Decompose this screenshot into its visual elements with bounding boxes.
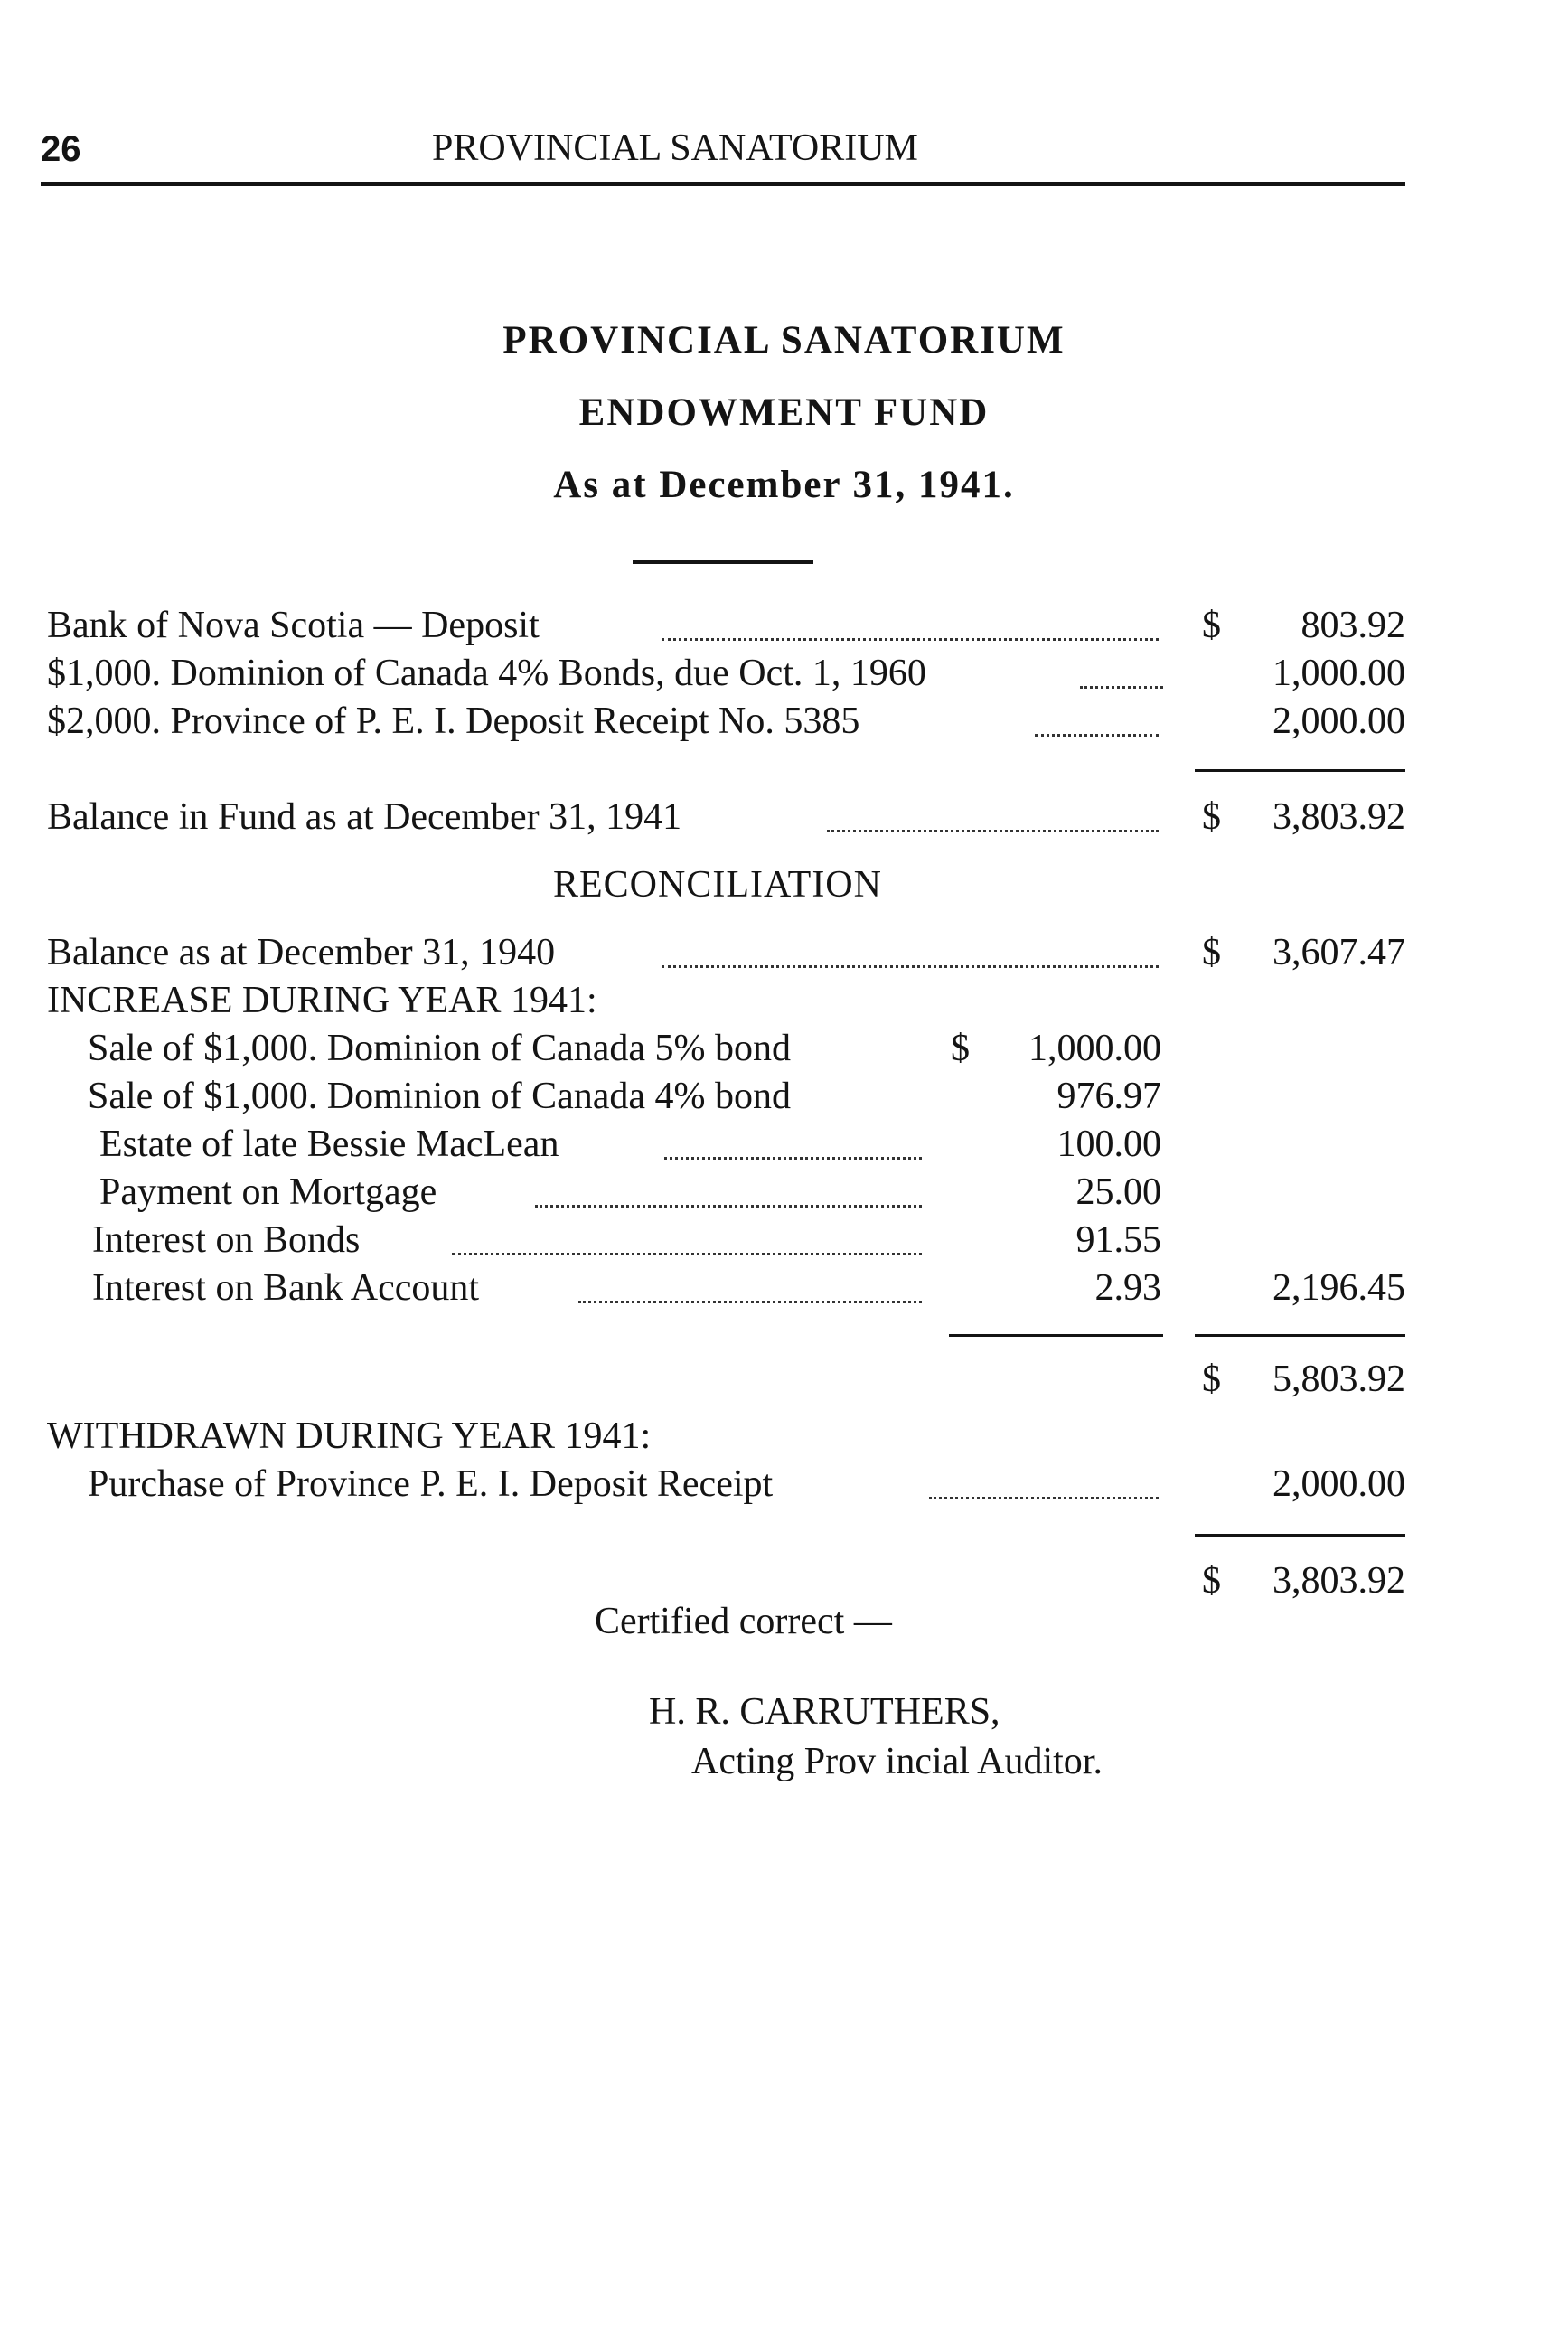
currency-sign: $ xyxy=(1202,796,1221,838)
title-line-3: As at December 31, 1941. xyxy=(553,464,1015,506)
increase-label: Estate of late Bessie MacLean xyxy=(99,1123,559,1165)
currency-sign: $ xyxy=(951,1028,970,1069)
increase-amount: 25.00 xyxy=(1075,1171,1161,1213)
auditor-title: Acting Prov incial Auditor. xyxy=(691,1741,1103,1782)
sum-rule xyxy=(1195,1534,1405,1537)
certification-text: Certified correct — xyxy=(595,1601,892,1642)
increase-heading: INCREASE DURING YEAR 1941: xyxy=(47,980,597,1021)
reconciliation-heading: RECONCILIATION xyxy=(553,864,882,906)
holding-amount: 1,000.00 xyxy=(1272,653,1405,694)
title-rule xyxy=(633,560,813,564)
header-rule xyxy=(41,182,1405,186)
holding-label: $2,000. Province of P. E. I. Deposit Receipt No. 5385 xyxy=(47,700,860,742)
title-line-1: PROVINCIAL SANATORIUM xyxy=(502,319,1066,362)
leader-dots xyxy=(1080,686,1163,689)
increase-label: Interest on Bank Account xyxy=(92,1267,480,1309)
leader-dots xyxy=(452,1253,922,1255)
currency-sign: $ xyxy=(1202,605,1221,646)
sum-rule xyxy=(949,1334,1163,1337)
leader-dots xyxy=(535,1205,922,1208)
holding-label: Bank of Nova Scotia — Deposit xyxy=(47,605,540,646)
increase-label: Sale of $1,000. Dominion of Canada 5% bond xyxy=(88,1028,792,1069)
sum-rule xyxy=(1195,769,1405,772)
running-head: PROVINCIAL SANATORIUM xyxy=(432,127,918,169)
increase-amount: 976.97 xyxy=(1056,1076,1161,1117)
balance-amount: 3,803.92 xyxy=(1272,796,1405,838)
subtotal-amount: 5,803.92 xyxy=(1272,1358,1405,1400)
currency-sign: $ xyxy=(1202,1358,1221,1400)
final-balance-amount: 3,803.92 xyxy=(1272,1560,1405,1602)
opening-balance-label: Balance as at December 31, 1940 xyxy=(47,932,556,973)
withdrawn-label: Purchase of Province P. E. I. Deposit Receipt xyxy=(88,1463,774,1505)
increase-amount: 1,000.00 xyxy=(1028,1028,1161,1069)
opening-balance-amount: 3,607.47 xyxy=(1272,932,1405,973)
leader-dots xyxy=(1035,734,1159,737)
increase-amount: 100.00 xyxy=(1056,1123,1161,1165)
increase-total-amount: 2,196.45 xyxy=(1272,1267,1405,1309)
balance-label: Balance in Fund as at December 31, 1941 xyxy=(47,796,682,838)
currency-sign: $ xyxy=(1202,932,1221,973)
withdrawn-heading: WITHDRAWN DURING YEAR 1941: xyxy=(47,1415,652,1457)
holding-amount: 2,000.00 xyxy=(1272,700,1405,742)
auditor-name: H. R. CARRUTHERS, xyxy=(649,1691,1000,1733)
withdrawn-amount: 2,000.00 xyxy=(1272,1463,1405,1505)
currency-sign: $ xyxy=(1202,1560,1221,1602)
sum-rule xyxy=(1195,1334,1405,1337)
increase-label: Sale of $1,000. Dominion of Canada 4% bond xyxy=(88,1076,792,1117)
increase-label: Payment on Mortgage xyxy=(99,1171,437,1213)
increase-label: Interest on Bonds xyxy=(92,1219,361,1261)
holding-label: $1,000. Dominion of Canada 4% Bonds, due Oct. 1, 1960 xyxy=(47,653,926,694)
holding-amount: 803.92 xyxy=(1300,605,1405,646)
title-line-2: ENDOWMENT FUND xyxy=(578,391,990,434)
leader-dots xyxy=(662,965,1159,968)
leader-dots xyxy=(827,830,1159,832)
increase-amount: 91.55 xyxy=(1075,1219,1161,1261)
leader-dots xyxy=(662,638,1159,641)
leader-dots xyxy=(578,1301,922,1303)
leader-dots xyxy=(664,1157,922,1160)
leader-dots xyxy=(929,1497,1159,1499)
increase-amount: 2.93 xyxy=(1094,1267,1161,1309)
page-number: 26 xyxy=(41,129,81,169)
